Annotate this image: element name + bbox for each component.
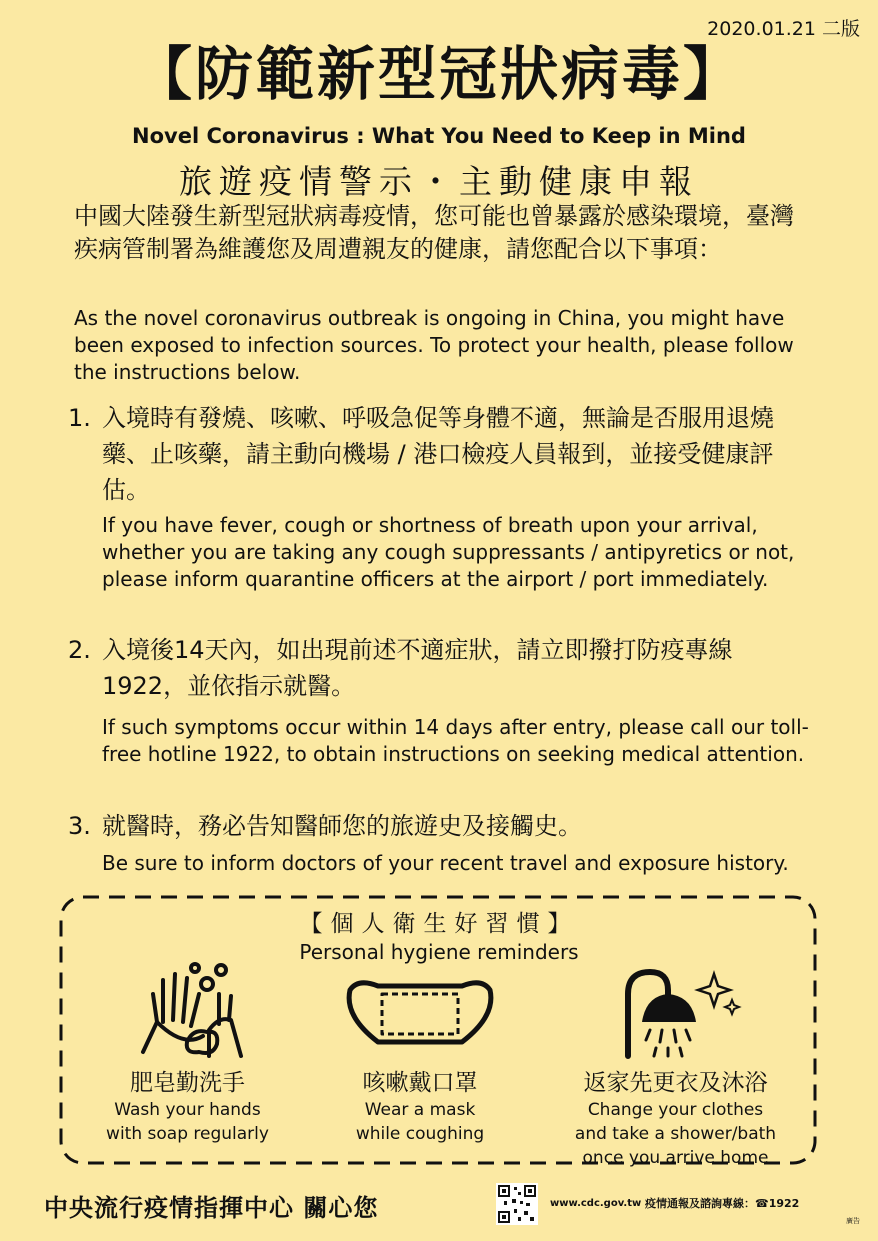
hygiene-tip-english-line-2: while coughing (355, 1124, 485, 1144)
hotline-number: 1922 (768, 1197, 800, 1210)
item-number: 2. (68, 636, 91, 664)
version-date: 2020.01.21 二版 (707, 18, 860, 40)
item-number: 1. (68, 404, 91, 432)
hygiene-tip-english-line-2: and take a shower/bath (574, 1124, 777, 1144)
item-number: 3. (68, 812, 91, 840)
hygiene-title-english: Personal hygiene reminders (299, 940, 579, 964)
footer-hotline (645, 1195, 799, 1211)
hygiene-tip-english-line-1: Change your clothes (587, 1100, 764, 1120)
instruction-item-1 (68, 400, 813, 593)
page-title: 【防範新型冠狀病毒】 (133, 40, 744, 108)
footer-url[interactable]: www.cdc.gov.tw (550, 1198, 642, 1209)
instruction-item-3 (68, 808, 813, 877)
item-english: Be sure to inform doctors of your recent travel and exposure history. (102, 851, 789, 875)
advertisement-label: 廣告 (846, 1217, 860, 1225)
hygiene-tip-chinese: 肥皂勤洗手 (130, 1070, 245, 1096)
phone-icon: ☎ (755, 1197, 769, 1210)
hygiene-tip-english-line-1: Wear a mask (364, 1100, 476, 1120)
shower-icon (606, 960, 746, 1060)
item-chinese: 就醫時，務必告知醫師您的旅遊史及接觸史。 (102, 812, 582, 840)
subtitle-chinese: 旅遊疫情警示・主動健康申報 (179, 162, 699, 201)
hygiene-tip-chinese: 返家先更衣及沐浴 (583, 1070, 768, 1096)
instruction-item-2 (68, 632, 813, 768)
hotline-label: 疫情通報及諮詢專線： (645, 1197, 755, 1210)
intro-english: As the novel coronavirus outbreak is ongoing in China, you might have been exposed to infection sources. To protect your health, please follow the instructions below. (74, 306, 794, 384)
item-english: If such symptoms occur within 14 days after entry, please call our toll-free hotline 1922, to obtain instructions on seeking medical attention. (102, 715, 809, 766)
item-chinese: 入境時有發燒、咳嗽、呼吸急促等身體不適，無論是否服用退燒藥、止咳藥，請主動向機場 / 港口檢疫人員報到，並接受健康評估。 (102, 404, 774, 504)
hygiene-tip-mask (325, 960, 515, 1145)
footer-organization: 中央流行疫情指揮中心 關心您 (44, 1194, 379, 1222)
hand-washing-icon (123, 960, 253, 1060)
mask-icon (340, 960, 500, 1060)
item-english: If you have fever, cough or shortness of breath upon your arrival, whether you are taking any cough suppressants / antipyretics or not, please inform quarantine officers at the airport / port immediately. (102, 513, 795, 591)
subtitle-english: Novel Coronavirus : What You Need to Keep in Mind (132, 124, 746, 148)
hygiene-tip-hand-washing (95, 960, 280, 1145)
hygiene-tip-english-line-2: with soap regularly (106, 1124, 269, 1144)
hygiene-tip-shower (548, 960, 803, 1169)
hygiene-tip-chinese: 咳嗽戴口罩 (362, 1070, 478, 1096)
hygiene-tip-english-line-3: once you arrive home (582, 1148, 769, 1168)
hygiene-title-chinese: 【個人衛生好習慣】 (299, 911, 579, 937)
hygiene-tip-english-line-1: Wash your hands (114, 1100, 261, 1120)
qr-code-icon (496, 1183, 538, 1225)
intro-chinese: 中國大陸發生新型冠狀病毒疫情，您可能也曾暴露於感染環境，臺灣疾病管制署為維護您及周遭親友的健康，請您配合以下事項： (74, 202, 794, 263)
item-chinese: 入境後14天內，如出現前述不適症狀，請立即撥打防疫專線1922，並依指示就醫。 (102, 636, 733, 700)
